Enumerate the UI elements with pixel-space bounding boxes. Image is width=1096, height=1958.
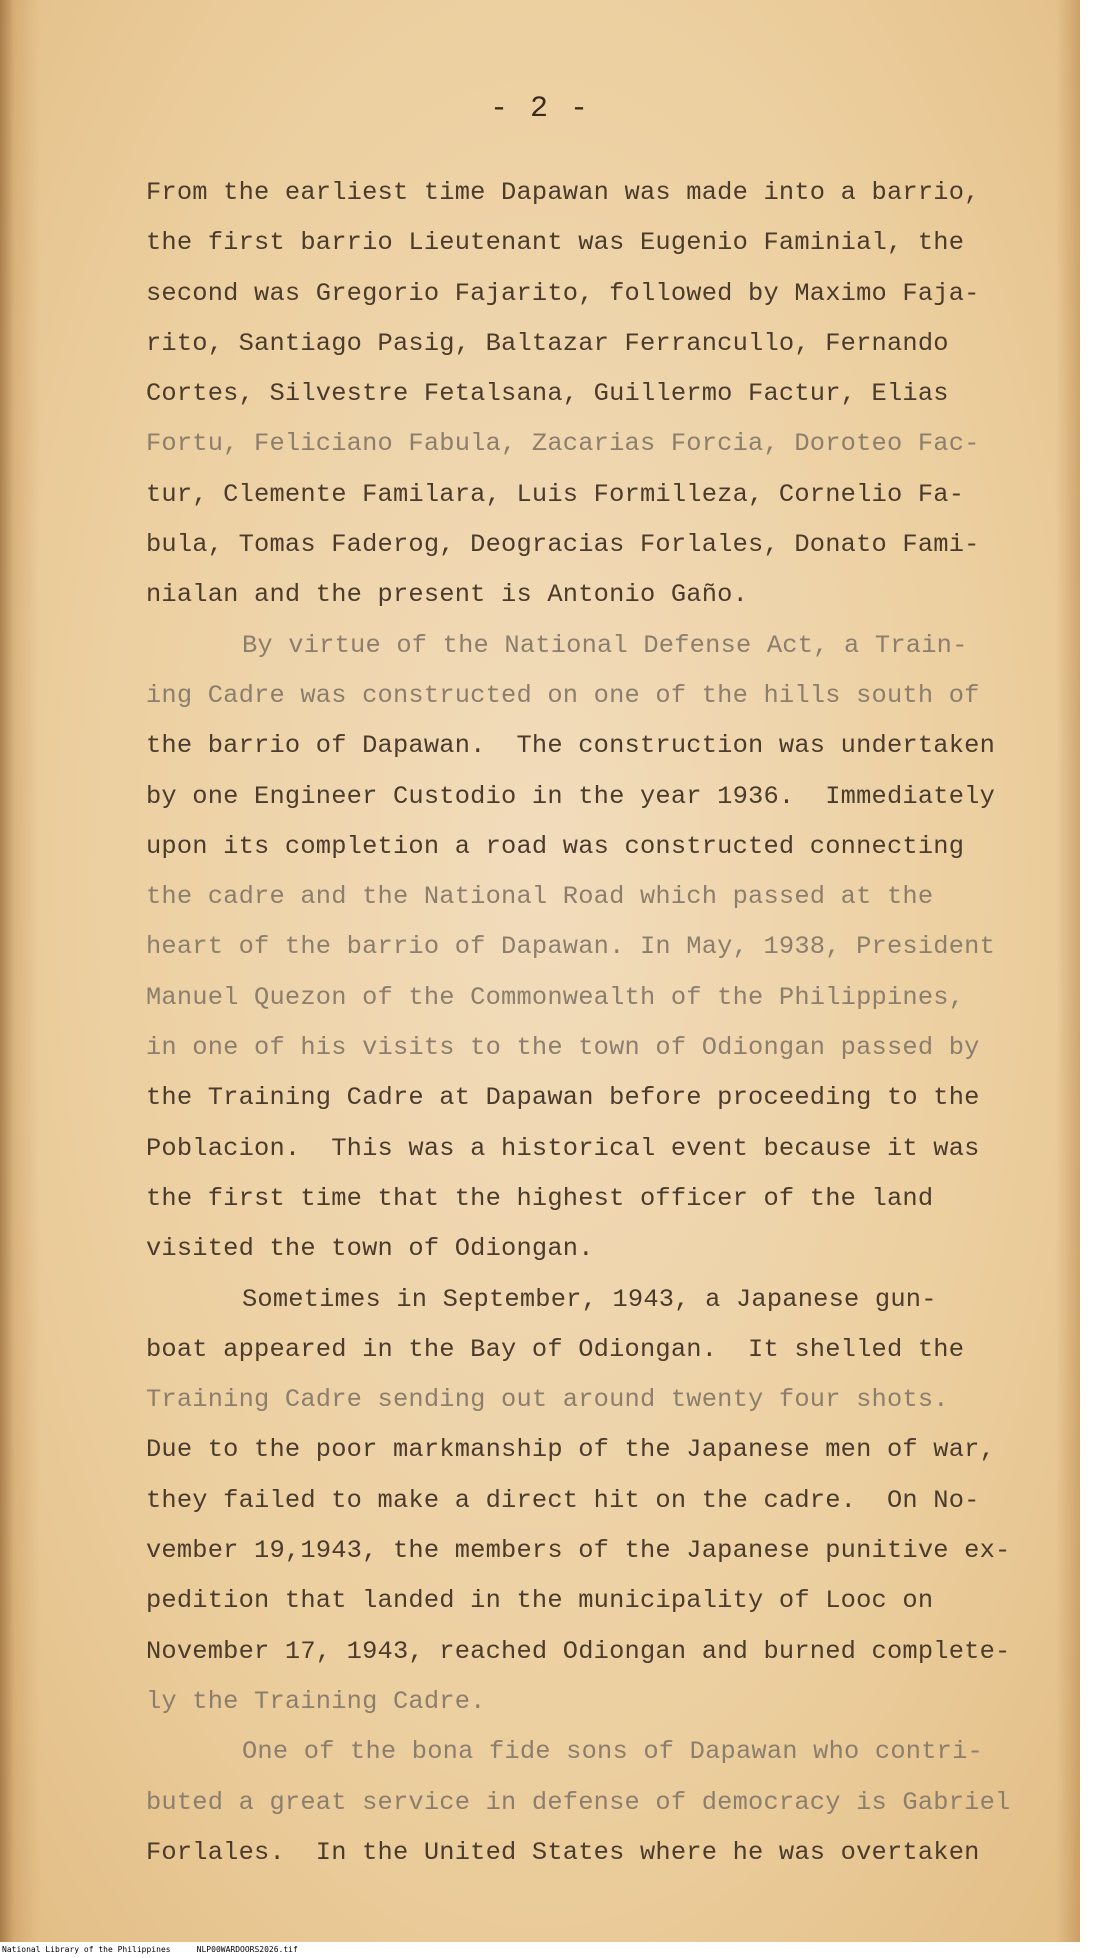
text-line: Manuel Quezon of the Commonwealth of the Philippines, [146,982,965,1012]
text-line: buted a great service in defense of democracy is Gabriel [146,1787,1011,1817]
text-line: the first barrio Lieutenant was Eugenio Faminial, the [146,228,965,258]
text-line: From the earliest time Dapawan was made into a barrio, [146,178,980,207]
text-line: second was Gregorio Fajarito, followed by Maximo Faja- [146,278,980,308]
text-line: the first time that the highest officer of the land [146,1183,934,1213]
text-line: heart of the barrio of Dapawan. In May, 1938, President [146,932,996,962]
footer-file-id: NLP00WARDOORS2026.tif [196,1945,298,1954]
text-line: by one Engineer Custodio in the year 1936. Immediately [146,781,996,811]
text-line: ly the Training Cadre. [146,1686,486,1716]
text-line: they failed to make a direct hit on the cadre. On No- [146,1485,980,1515]
text-line: Forlales. In the United States where he was overtaken [146,1837,980,1867]
text-line: vember 19,1943, the members of the Japanese punitive ex- [146,1536,1011,1566]
page-number: - 2 - [489,92,590,126]
text-line: rito, Santiago Pasig, Baltazar Ferrancullo, Fernando [146,328,949,358]
scan-footer [0,1942,1096,1958]
text-line: Poblacion. This was a historical event because it was [146,1133,980,1163]
text-line: Sometimes in September, 1943, a Japanese gun- [242,1284,937,1314]
text-line: By virtue of the National Defense Act, a Train- [242,630,968,660]
text-line: Training Cadre sending out around twenty four shots. [146,1385,949,1415]
text-line: tur, Clemente Familara, Luis Formilleza, Cornelio Fa- [146,479,965,509]
text-line: November 17, 1943, reached Odiongan and burned complete- [146,1636,1011,1666]
footer-library: National Library of the Philippines [2,1945,171,1954]
text-line: boat appeared in the Bay of Odiongan. It shelled the [146,1334,965,1364]
text-line: in one of his visits to the town of Odiongan passed by [146,1033,980,1063]
text-line: ing Cadre was constructed on one of the hills south of [146,680,980,710]
text-line: visited the town of Odiongan. [146,1234,594,1264]
text-line: the Training Cadre at Dapawan before proceeding to the [146,1083,980,1113]
text-line: the barrio of Dapawan. The construction was undertaken [146,731,996,761]
text-line: nialan and the present is Antonio Gaño. [146,580,749,610]
text-line: the cadre and the National Road which passed at the [146,882,934,912]
text-line: upon its completion a road was constructed connecting [146,831,965,861]
text-line: One of the bona fide sons of Dapawan who contri- [242,1737,983,1767]
text-line: Cortes, Silvestre Fetalsana, Guillermo Factur, Elias [146,379,949,409]
text-line: pedition that landed in the municipality of Looc on [146,1586,934,1616]
text-line: Fortu, Feliciano Fabula, Zacarias Forcia, Doroteo Fac- [146,429,980,459]
text-line: bula, Tomas Faderog, Deogracias Forlales, Donato Fami- [146,530,980,560]
document-body [146,168,1011,1878]
text-line: Due to the poor markmanship of the Japanese men of war, [146,1435,996,1465]
